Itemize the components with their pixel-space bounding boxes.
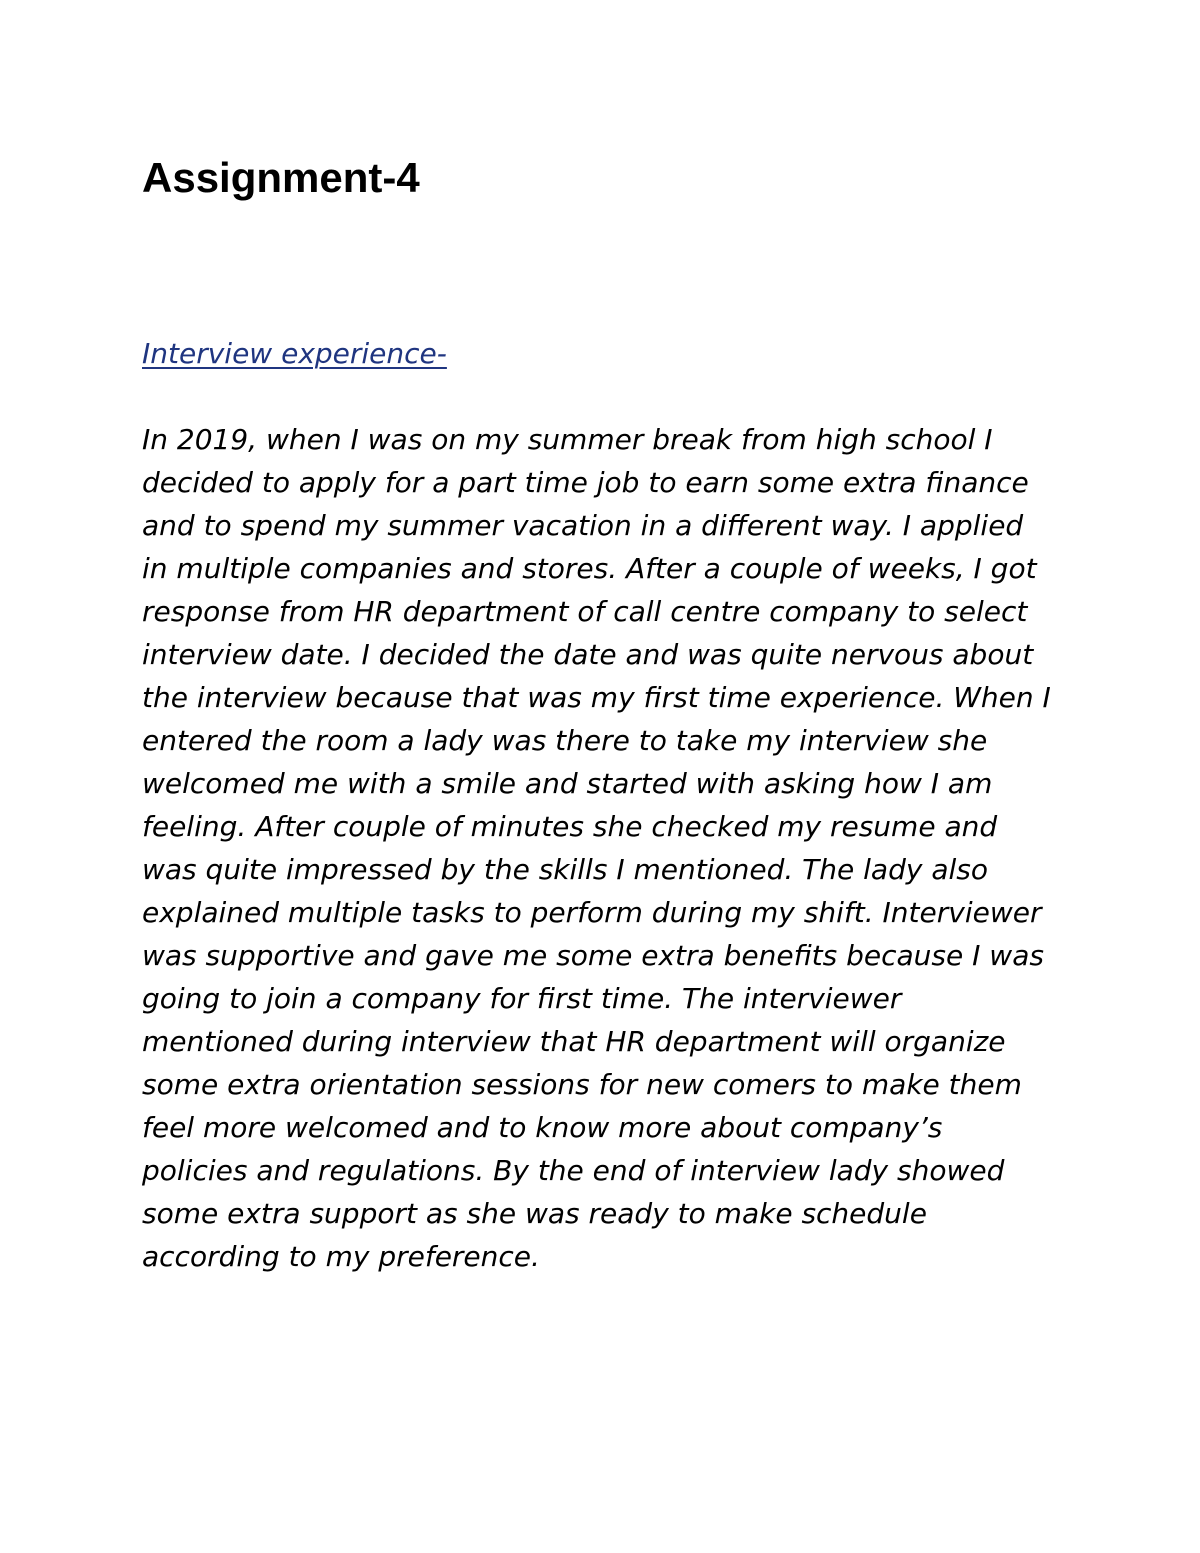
body-line: feeling. After couple of minutes she checked my resume and (142, 810, 998, 843)
body-line: the interview because that was my first time experience. When I (142, 681, 1051, 714)
body-line: was supportive and gave me some extra benefits because I was (142, 939, 1044, 972)
body-line: explained multiple tasks to perform during my shift. Interviewer (142, 896, 1042, 929)
body-line: feel more welcomed and to know more about company’s (142, 1111, 943, 1144)
body-line: In 2019, when I was on my summer break from high school I (142, 423, 993, 456)
body-line: some extra support as she was ready to make schedule (142, 1197, 927, 1230)
body-line: decided to apply for a part time job to earn some extra finance (142, 466, 1029, 499)
body-line: interview date. I decided the date and was quite nervous about (142, 638, 1034, 671)
section-heading: Interview experience- (142, 337, 447, 370)
document-title: Assignment-4 (142, 154, 420, 201)
body-line: going to join a company for first time. The interviewer (142, 982, 902, 1015)
body-line: was quite impressed by the skills I mentioned. The lady also (142, 853, 988, 886)
body-line: in multiple companies and stores. After a couple of weeks, I got (142, 552, 1037, 585)
body-line: and to spend my summer vacation in a different way. I applied (142, 509, 1024, 542)
body-line: policies and regulations. By the end of interview lady showed (142, 1154, 1005, 1187)
body-line: welcomed me with a smile and started with asking how I am (142, 767, 993, 800)
body-line: entered the room a lady was there to take my interview she (142, 724, 988, 757)
body-line: some extra orientation sessions for new comers to make them (142, 1068, 1022, 1101)
body-paragraph (142, 418, 1051, 1278)
body-line: mentioned during interview that HR department will organize (142, 1025, 1006, 1058)
body-line: response from HR department of call centre company to select (142, 595, 1028, 628)
body-line: according to my preference. (142, 1240, 540, 1273)
